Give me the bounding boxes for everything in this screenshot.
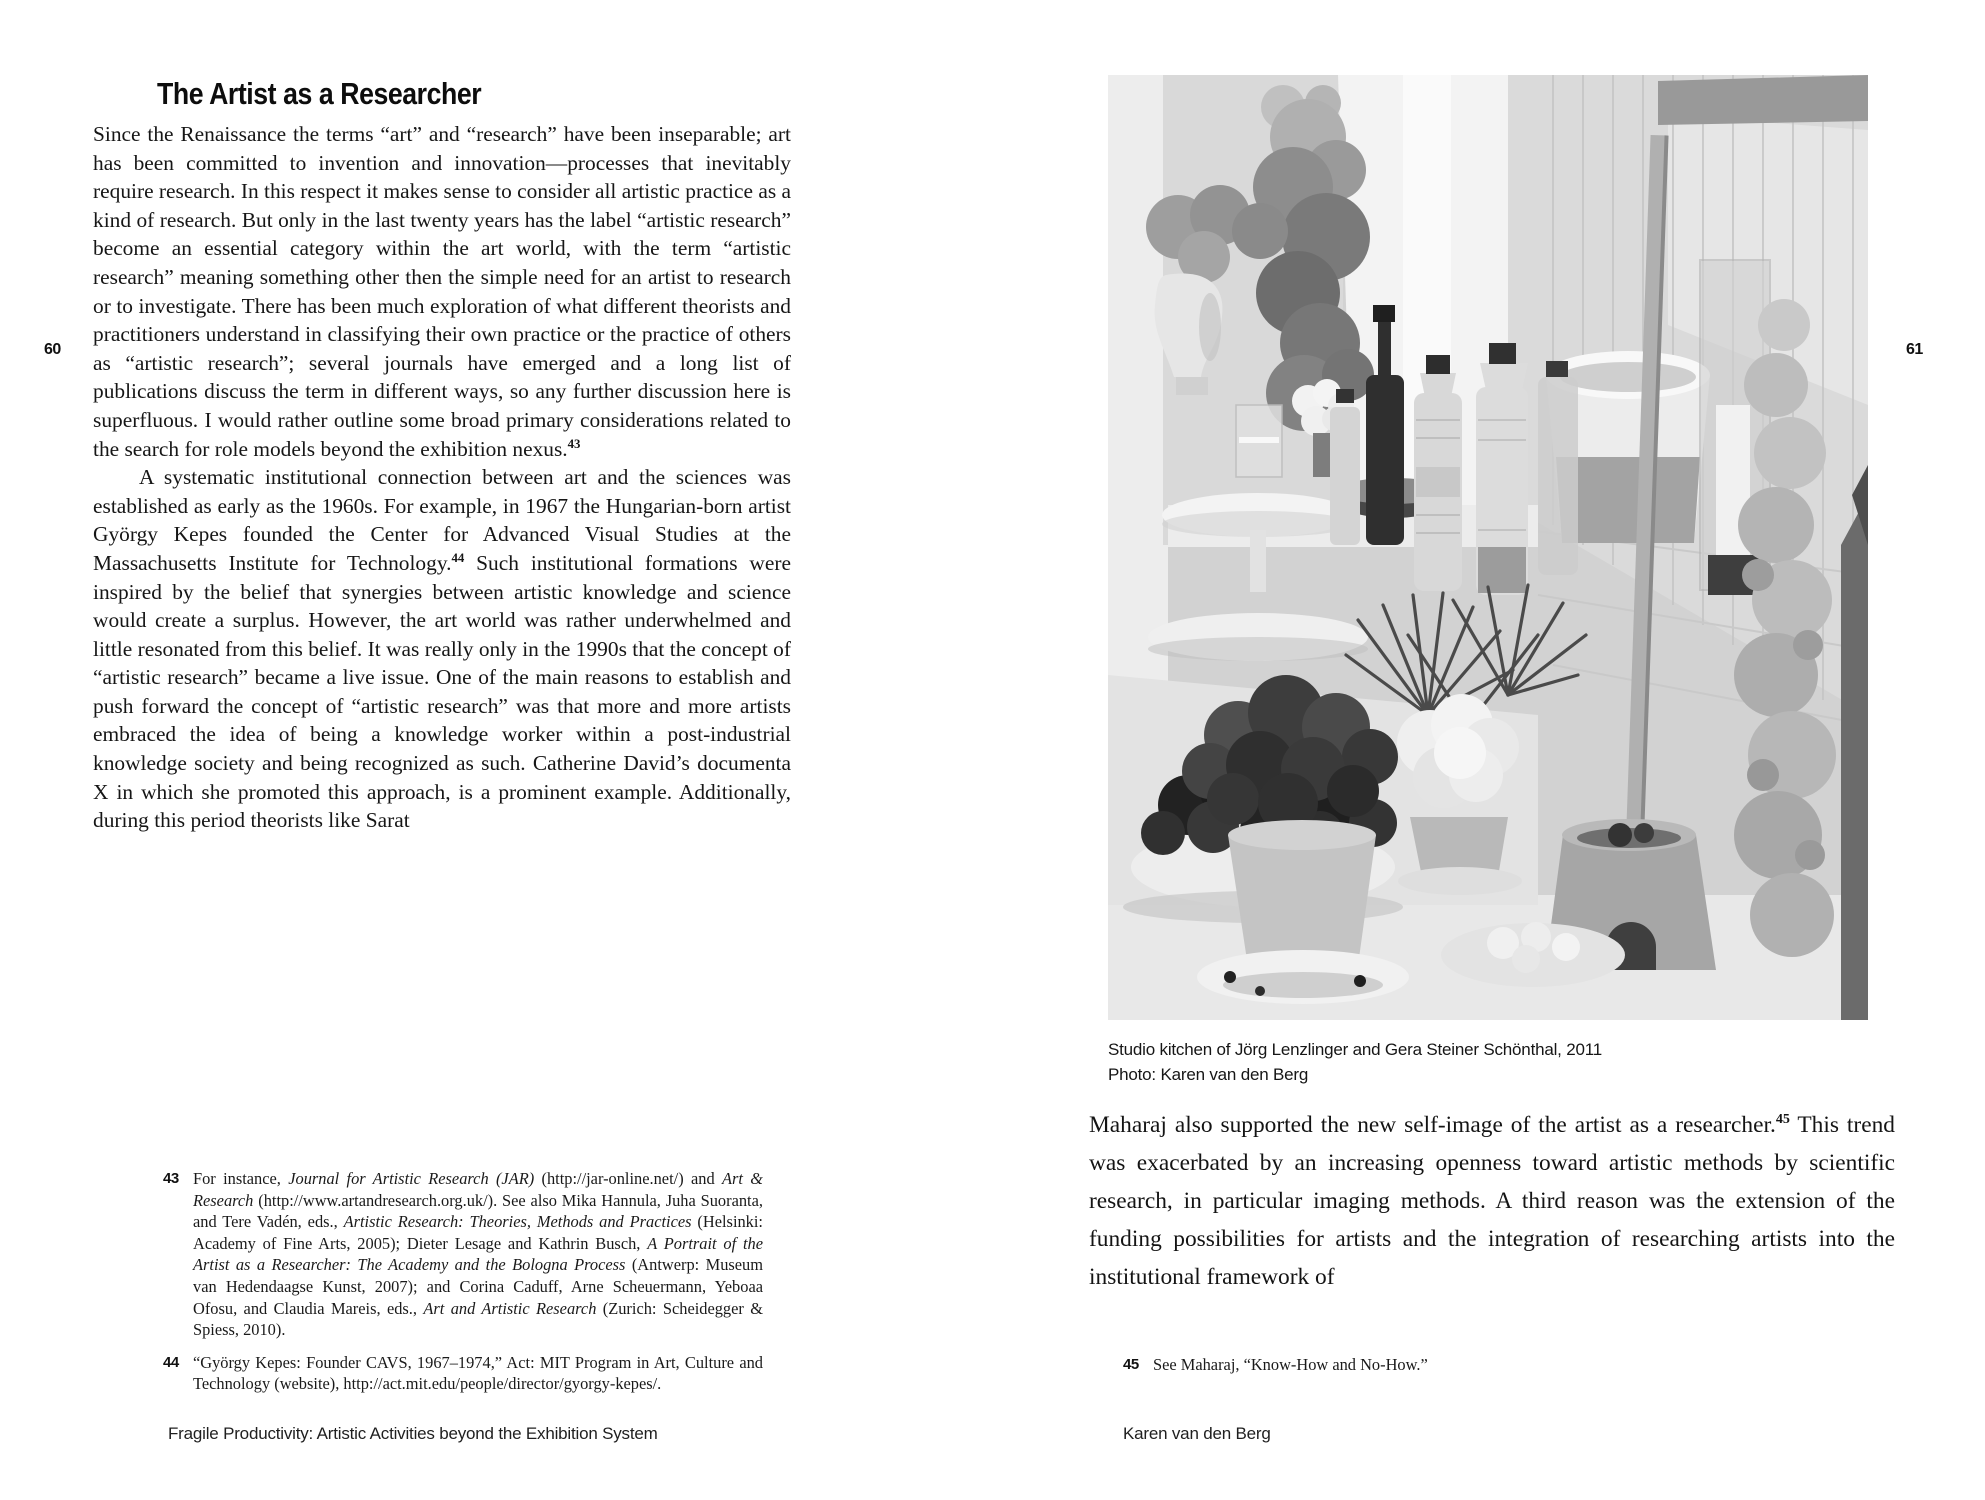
- photo-illustration: [1108, 75, 1868, 1020]
- footnote-44-text: “György Kepes: Founder CAVS, 1967–1974,” Act: MIT Program in Art, Culture and Technology (website), http://act.mit.edu/people/director/gyorgy-kepes/.: [193, 1352, 763, 1394]
- body-paragraph-1: Since the Renaissance the terms “art” and “research” have been inseparable; art has been committed to invention and innovation—processes that inevitably require research. In this respect it makes sense to consider all artistic practice as a kind of research. But only in the last twenty years has the label “artistic research” become an essential category within the art world, with the term “artistic research” meaning something other then the simple need for an artist to research or to investigate. There has been much exploration of what different theorists and practitioners understand in classifying their own practice or the practice of others as “artistic research”; several journals have emerged and a long list of publications discuss the term in different ways, so any further discussion here is superfluous. I would rather outline some broad primary considerations related to the search for role models beyond the exhibition nexus.$^{43}$: [93, 122, 791, 461]
- footnote-45-text: See Maharaj, “Know-How and No-How.”: [1153, 1355, 1428, 1374]
- right-footnotes: [1123, 1354, 1763, 1387]
- footnote-44: [163, 1352, 763, 1395]
- footnote-45-number: 45: [1123, 1356, 1139, 1373]
- left-footnotes: [163, 1168, 763, 1406]
- section-heading: [157, 76, 791, 112]
- right-page-paragraph: Maharaj also supported the new self-image of the artist as a researcher.$^{45}$ This trend was exacerbated by an increasing openness toward artistic methods by scientific research, in particular imaging methods. A third reason was the extension of the funding possibilities for artists and the integration of researching artists into the institutional framework of: [1089, 1111, 1895, 1290]
- page-number-left: 60: [44, 341, 61, 358]
- running-footer-right: Karen van den Berg: [1123, 1424, 1271, 1443]
- footnote-43-number: 43: [163, 1170, 179, 1187]
- photo-caption-line-1: Studio kitchen of Jörg Lenzlinger and Gera Steiner Schönthal, 2011: [1108, 1040, 1602, 1059]
- page-number-right: 61: [1906, 341, 1923, 358]
- footnote-44-number: 44: [163, 1353, 179, 1371]
- footnote-43: [163, 1168, 763, 1341]
- footnote-45: [1123, 1354, 1763, 1376]
- studio-kitchen-photo: [1108, 75, 1868, 1020]
- photo-caption: [1108, 1037, 1808, 1087]
- running-footer-left: Fragile Productivity: Artistic Activities beyond the Exhibition System: [168, 1424, 658, 1443]
- footnote-43-text: For instance, Journal for Artistic Research (JAR) (http://jar-online.net/) and Art & Research (http://www.artandresearch.org.uk/). See also Mika Hannula, Juha Suoranta, and Tere Vadén, eds., Artistic Research: Theories, Methods and Practices (Helsinki: Academy of Fine Arts, 2005); Dieter Lesage and Kathrin Busch, A Portrait of the Artist as a Researcher: The Academy and the Bologna Process (Antwerp: Museum van Hedendaagse Kunst, 2007); and Corina Caduff, Arne Scheuermann, Yeboaa Ofosu, and Claudia Mareis, eds., Art and Artistic Research (Zurich: Scheidegger & Spiess, 2010).: [193, 1169, 763, 1340]
- section-heading-text: The Artist as a Researcher: [157, 76, 482, 111]
- body-paragraph-2: A systematic institutional connection between art and the sciences was established as early as the 1960s. For example, in 1967 the Hungarian-born artist György Kepes founded the Center for Advanced Visual Studies at the Massachusetts Institute for Technology.$^{44}$ Such institutional formations were inspired by the belief that synergies between artistic knowledge and science would create a surplus. However, the art world was rather underwhelmed and little resonated from this belief. It was really only in the 1990s that the concept of “artistic research” became a live issue. One of the main reasons to establish and push forward the concept of “artistic research” was that more and more artists embraced the idea of being a knowledge worker within a post-industrial knowledge society and being recognized as such. Catherine David’s documenta X in which she promoted this approach, is a prominent example. Additionally, during this period theorists like Sarat: [93, 465, 791, 833]
- photo-caption-line-2: Photo: Karen van den Berg: [1108, 1065, 1309, 1084]
- left-page-text-column: [93, 76, 791, 835]
